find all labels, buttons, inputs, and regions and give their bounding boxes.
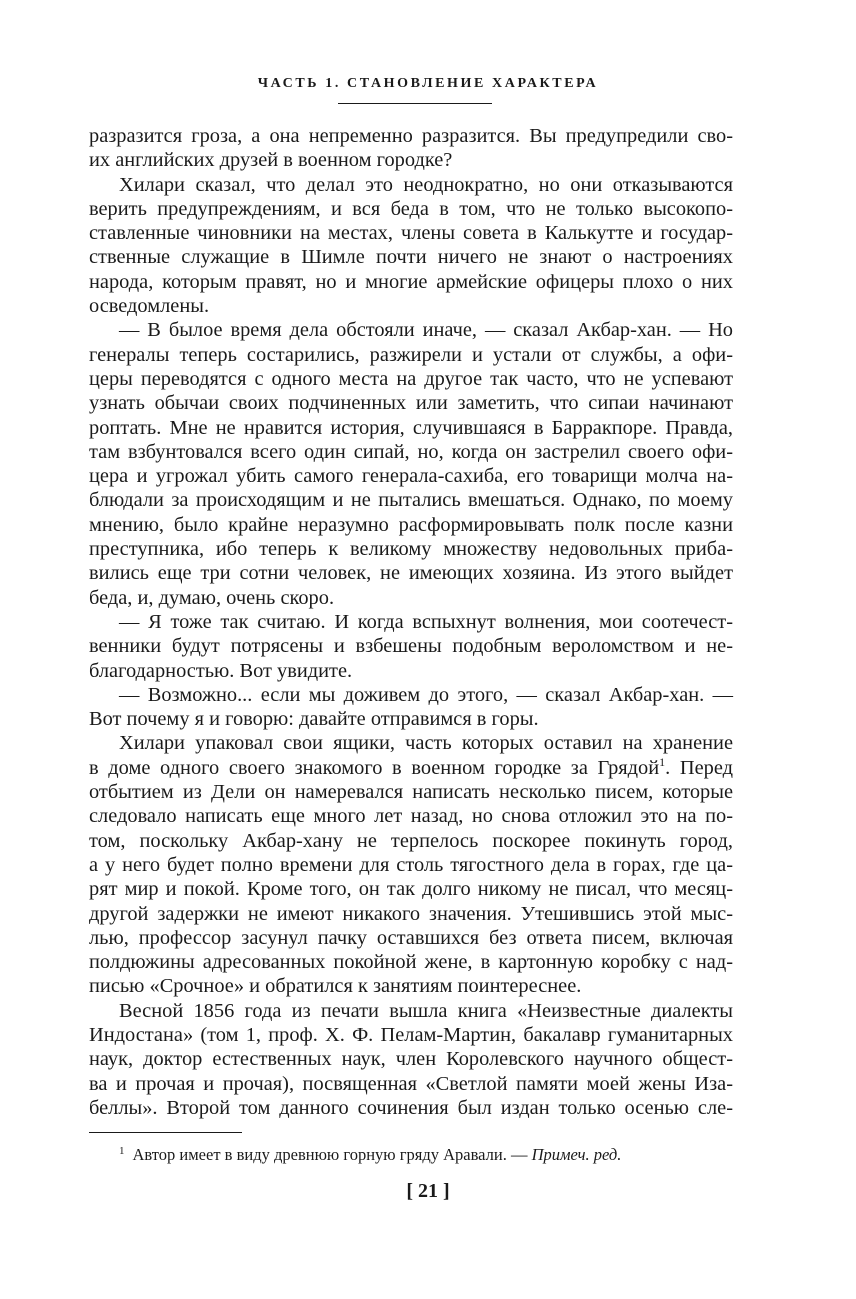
text-line	[89, 1096, 733, 1120]
footnote-editor-note: Примеч. ред.	[531, 1145, 622, 1164]
text-line	[89, 367, 733, 391]
text-line	[89, 416, 733, 440]
text-line-content: рят мир и покой. Кроме того, он так долго никому не писал, что месяц-	[89, 878, 733, 901]
text-line	[89, 513, 733, 537]
text-line	[89, 853, 733, 877]
text-line	[89, 950, 733, 974]
header-rule	[338, 103, 492, 104]
text-line-content: мнению, было крайне неразумно расформировывать полк после казни	[89, 513, 733, 536]
text-line	[89, 1023, 733, 1047]
text-line-content: лью, профессор засунул пачку оставшихся без ответа писем, включая	[89, 926, 733, 949]
text-line-content: отбытием из Дели он намеревался написать несколько писем, которые	[89, 781, 733, 804]
text-line	[89, 974, 733, 998]
text-line	[89, 488, 733, 512]
text-line	[89, 780, 733, 804]
text-line-content: вились еще три сотни человек, не имеющих хозяина. Из этого выйдет	[89, 562, 733, 585]
text-line	[89, 877, 733, 901]
text-line	[89, 245, 733, 269]
text-line	[89, 586, 733, 610]
text-line	[89, 294, 733, 318]
text-line	[89, 173, 733, 197]
running-header: ЧАСТЬ 1. СТАНОВЛЕНИЕ ХАРАКТЕРА	[257, 76, 599, 91]
text-line-content: узнать обычаи своих подчиненных или заметить, что сипаи начинают	[89, 392, 733, 415]
text-line	[89, 221, 733, 245]
text-line-content: — Я тоже так считаю. И когда вспыхнут волнения, мои соотечест-	[119, 610, 733, 633]
text-line	[89, 610, 733, 634]
text-line-content: верить предупреждениям, и вся беда в том, что не только высокопо-	[89, 197, 733, 220]
footnote	[119, 1140, 733, 1166]
text-line-content: — В былое время дела обстояли иначе, — сказал Акбар-хан. — Но	[119, 319, 733, 342]
text-line	[89, 440, 733, 464]
text-line-content: в доме одного своего знакомого в военном городке за Грядой	[89, 756, 660, 779]
text-line-content: полдюжины адресованных покойной жене, в картонную коробку с над-	[89, 951, 733, 974]
text-line	[89, 683, 733, 707]
text-line	[89, 804, 733, 828]
text-line-content: ставленные чиновники на местах, члены совета в Калькутте и государ-	[89, 222, 733, 245]
text-line-content: народа, которым правят, но и многие армейские офицеры плохо о них	[89, 270, 733, 293]
text-line-content: ва и прочая и прочая), посвященная «Светлой памяти моей жены Иза-	[89, 1072, 733, 1095]
text-line	[89, 391, 733, 415]
text-line-content: другой задержки не имеют никакого значения. Утешившись этой мыс-	[89, 902, 733, 925]
text-line	[89, 634, 733, 658]
text-line	[89, 659, 733, 683]
text-line-content: Индостана» (том 1, проф. Х. Ф. Пелам-Мартин, бакалавр гуманитарных	[89, 1023, 733, 1046]
text-line-content: осведомлены.	[89, 295, 210, 318]
body-text	[89, 124, 733, 1120]
text-line-content: Весной 1856 года из печати вышла книга «Неизвестные диалекты	[119, 999, 733, 1022]
text-line	[89, 318, 733, 342]
text-line-content: Хилари упаковал свои ящики, часть которых оставил на хранение	[119, 732, 733, 755]
text-line	[89, 148, 733, 172]
text-line-content: венники будут потрясены и взбешены подобным вероломством и не-	[89, 635, 733, 658]
text-line-content: наук, доктор естественных наук, член Королевского научного общест-	[89, 1048, 733, 1071]
text-line	[89, 829, 733, 853]
footnote-reference: 1	[659, 754, 666, 769]
text-line-content: Хилари сказал, что делал это неоднократно, но они отказываются	[119, 173, 733, 196]
text-line-continuation: . Перед	[665, 756, 733, 779]
text-line	[89, 561, 733, 585]
text-line-content: роптать. Мне не нравится история, случившаяся в Барракпоре. Правда,	[89, 416, 733, 439]
text-line-content: там взбунтовался всего один сипай, но, когда он застрелил своего офи-	[89, 440, 733, 463]
text-line	[89, 197, 733, 221]
text-line-content: — Возможно... если мы доживем до этого, — сказал Акбар-хан. —	[119, 683, 733, 706]
footnote-number: 1	[119, 1145, 125, 1157]
text-line-content: а у него будет полно времени для столь тягостного дела в горах, где ца-	[89, 853, 733, 876]
text-line	[89, 537, 733, 561]
text-line-content: беда, и, думаю, очень скоро.	[89, 586, 335, 609]
text-line	[89, 1047, 733, 1071]
text-line-content: том, поскольку Акбар-хану не терпелось поскорее покинуть город,	[89, 829, 733, 852]
text-line-content: их английских друзей в военном городке?	[89, 149, 453, 172]
text-line	[89, 707, 733, 731]
page-number: [ 21 ]	[406, 1180, 450, 1202]
text-line	[89, 902, 733, 926]
text-line	[89, 343, 733, 367]
text-line-content: ственные служащие в Шимле почти ничего не знают о настроениях	[89, 246, 733, 269]
text-line-content: преступника, ибо теперь к великому множеству недовольных приба-	[89, 538, 733, 561]
footnote-text: Автор имеет в виду древнюю горную гряду Аравали. —	[132, 1145, 528, 1164]
text-line	[89, 1072, 733, 1096]
text-line-content: церы переводятся с одного места на другое так часто, что не успевают	[89, 367, 733, 390]
text-line-content: цера и угрожал убить самого генерала-сахиба, его товарищи молча на-	[89, 465, 733, 488]
footnote-rule	[89, 1132, 242, 1133]
text-line-content: Вот почему я и говорю: давайте отправимся в горы.	[89, 708, 539, 731]
text-line-content: генералы теперь состарились, разжирели и устали от службы, а офи-	[89, 343, 733, 366]
text-line-content: беллы». Второй том данного сочинения был издан только осенью сле-	[89, 1096, 733, 1119]
text-line-content: следовало написать еще много лет назад, но снова отложил это на по-	[89, 805, 733, 828]
text-line-content: писью «Срочное» и обратился к занятиям поинтереснее.	[89, 975, 582, 998]
text-line	[89, 270, 733, 294]
text-line	[89, 731, 733, 755]
text-line-content: блюдали за происходящим и не пытались вмешаться. Однако, по моему	[89, 489, 733, 512]
text-line	[89, 124, 733, 148]
text-line-content: разразится гроза, а она непременно разразится. Вы предупредили сво-	[89, 125, 733, 147]
text-line-content: благодарностью. Вот увидите.	[89, 659, 353, 682]
text-line	[89, 999, 733, 1023]
text-line	[89, 756, 733, 780]
text-line	[89, 464, 733, 488]
text-line	[89, 926, 733, 950]
